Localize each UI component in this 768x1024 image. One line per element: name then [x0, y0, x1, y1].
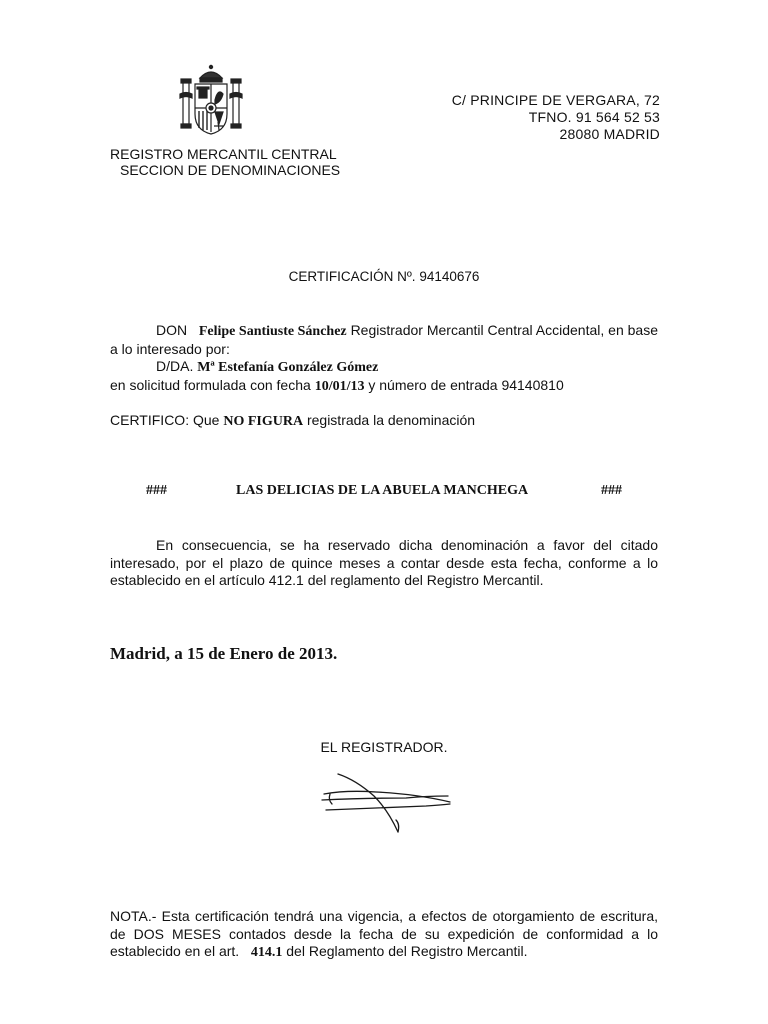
certificate-number: 94140676 — [419, 269, 480, 284]
consequence-text: En consecuencia, se ha reservado dicha denominación a favor del citado interesado, por el plazo de quince meses a contar desde esta fecha, conforme a lo establecido en el artículo 412.1 del reglamento del Registro Mercantil. — [110, 537, 658, 588]
nota-article: 414.1 — [250, 945, 283, 960]
don-label: DON — [156, 322, 188, 338]
registrar-title: EL REGISTRADOR. — [320, 739, 448, 755]
issue-date: Madrid, a 15 de Enero de 2013. — [110, 644, 338, 663]
entry-prefix: y número de entrada — [368, 376, 498, 393]
hash-left: ### — [146, 483, 167, 498]
address-city: 28080 MADRID — [559, 126, 660, 142]
certificate-title — [0, 269, 768, 284]
registrar-name: Felipe Santiuste Sánchez — [198, 324, 347, 339]
request-prefix: en solicitud formulada con fecha — [110, 376, 311, 393]
certifico-status: NO FIGURA — [223, 414, 304, 429]
registrar-paragraph — [110, 322, 658, 395]
certifico-label: CERTIFICO: Que — [110, 412, 220, 428]
certificate-title-prefix: CERTIFICACIÓN Nº. — [288, 269, 416, 284]
spain-coat-of-arms-icon — [178, 64, 244, 138]
nota-prefix: NOTA.- Esta certificación tendrá una vigencia, a efectos de otorgamiento de escritura, de DOS MESES contados desde la fecha de su expedición de conformidad a lo establecido en el art. — [110, 908, 658, 959]
applicant-name: Mª Estefanía González Gómez — [197, 360, 379, 375]
office-section: SECCION DE DENOMINACIONES — [120, 162, 341, 178]
address-phone: TFNO. 91 564 52 53 — [528, 109, 660, 125]
request-date: 10/01/13 — [314, 378, 365, 394]
office-address — [452, 92, 660, 143]
dda-label: D/DA. — [156, 358, 194, 374]
office-name: REGISTRO MERCANTIL CENTRAL — [110, 146, 337, 162]
office-heading — [110, 146, 340, 178]
address-street: C/ PRINCIPE DE VERGARA, 72 — [451, 92, 660, 108]
certifico-suffix: registrada la denominación — [306, 412, 476, 428]
hash-right: ### — [601, 483, 622, 498]
nota-suffix: del Reglamento del Registro Mercantil. — [286, 943, 528, 959]
registrar-role: Registrador Mercantil Central Accidental, en base a lo interesado por: — [110, 322, 659, 357]
nota-paragraph — [110, 908, 658, 962]
certifico-paragraph — [110, 412, 658, 431]
consequence-paragraph — [110, 537, 658, 590]
company-name: LAS DELICIAS DE LA ABUELA MANCHEGA — [236, 483, 529, 498]
entry-number: 94140810 — [501, 376, 564, 393]
registrar-signature — [316, 770, 458, 834]
